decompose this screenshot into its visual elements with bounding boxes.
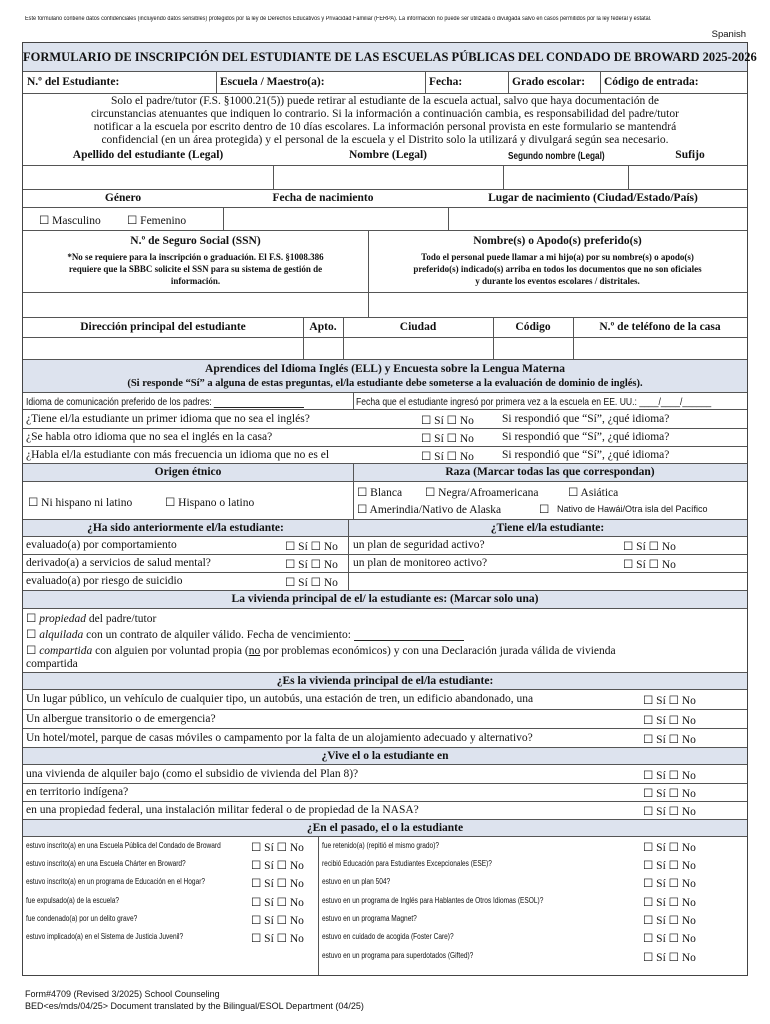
ssn-preferred-header: N.º de Seguro Social (SSN) *No se requiere para la inscripción o graduación. El F.S. §1008.386 requiere que la SBBC solicite el SSN para su sistema de gestión de información. Nombre(s) o Apodo(s) preferido(s) Todo el personal puede llamar a mi hijo(a) por su nombre(s) o apodo(s) preferido(s) indicado(s) arriba en todos los documentos que no son oficiales y durante los eventos escolares / distritales.	[23, 230, 747, 292]
race-black-checkbox[interactable]: ☐ Negra/Afroamericana	[425, 487, 539, 499]
past-magnet-yes-no[interactable]: ☐ Sí ☐ No	[643, 915, 696, 927]
race-hawaiian-label: Nativo de Hawái/Otra isla del Pacífico	[557, 504, 708, 514]
housing-rented-option[interactable]: ☐ alquilada con un contrato de alquiler válido. Fecha de vencimiento:	[26, 627, 464, 641]
dob-label: Fecha de nacimiento	[272, 192, 374, 204]
student-number-field[interactable]: N.º del Estudiante:	[27, 76, 120, 88]
lives-in-row: una vivienda de alquiler bajo (como el subsidio de vivienda del Plan 8)? ☐ Sí ☐ No	[23, 764, 747, 783]
school-teacher-field[interactable]: Escuela / Maestro(a):	[220, 76, 325, 88]
current-housing-row: Un albergue transitorio o de emergencia? ☐ Sí ☐ No	[23, 709, 747, 728]
ssn-preferred-input-row	[23, 292, 747, 317]
housing-shared-option[interactable]: ☐ compartida con alguien por voluntad propia (no por problemas económicos) y con una Declaración jurada válida de vivienda	[26, 645, 616, 657]
lives-in-row: en territorio indígena? ☐ Sí ☐ No	[23, 783, 747, 801]
male-checkbox[interactable]: ☐ Masculino	[39, 215, 101, 227]
lives-in-row: en una propiedad federal, una instalación militar federal o de propiedad de la NASA? ☐ Sí ☐ No	[23, 801, 747, 819]
lives-in-title: ¿Vive el o la estudiante en	[321, 750, 449, 762]
phone-input[interactable]	[574, 338, 747, 359]
current-housing-title: ¿Es la vivienda principal de el/la estudiante:	[276, 675, 494, 687]
suffix-input[interactable]	[629, 166, 747, 189]
preferred-name-label: Nombre(s) o Apodo(s) preferido(s)	[473, 235, 642, 247]
address-input[interactable]	[23, 338, 303, 359]
housing-owned-option[interactable]: ☐ propiedad del padre/tutor	[26, 613, 157, 625]
lives-in-header	[23, 747, 747, 764]
middle-name-label: Segundo nombre (Legal)	[508, 151, 605, 162]
name-header-row	[23, 148, 747, 165]
apt-label: Apto.	[309, 321, 337, 333]
housing-title: La vivienda principal de el/ la estudiante es: (Marcar solo una)	[231, 593, 539, 605]
past-juvenile-justice-yes-no[interactable]: ☐ Sí ☐ No	[251, 933, 304, 945]
monitoring-plan-yes-no[interactable]: ☐ Sí ☐ No	[623, 559, 676, 571]
ell-q2-yes-no[interactable]: ☐ Sí ☐ No	[421, 433, 474, 445]
ethnicity-label: Origen étnico	[154, 466, 222, 478]
demographics-input-row	[23, 207, 747, 230]
grade-field[interactable]: Grado escolar:	[512, 76, 586, 88]
hispanic-checkbox[interactable]: ☐ Hispano o latino	[165, 497, 255, 509]
dob-input[interactable]	[224, 208, 448, 230]
ell-subtitle: (Si responde “Sí” a alguna de estas preguntas, el/la estudiante debe someterse a la evaluación de dominio de inglés).	[127, 378, 643, 389]
first-name-input[interactable]	[274, 166, 503, 189]
non-hispanic-checkbox[interactable]: ☐ Ni hispano ni latino	[28, 497, 133, 509]
current-housing-row: Un hotel/motel, parque de casas móviles o campamento por la falta de un alojamiento adecuado y alternativo? ☐ Sí ☐ No	[23, 728, 747, 747]
us-entry-date-field[interactable]: Fecha que el estudiante ingresó por primera vez a la escuela en EE. UU.: ____/____/______	[356, 396, 712, 408]
safety-plan-yes-no[interactable]: ☐ Sí ☐ No	[623, 541, 676, 553]
race-asian-checkbox[interactable]: ☐ Asiática	[568, 487, 619, 499]
zip-label: Código	[515, 321, 551, 333]
birthplace-label: Lugar de nacimiento (Ciudad/Estado/País)	[488, 192, 698, 204]
past-esol-yes-no[interactable]: ☐ Sí ☐ No	[643, 897, 696, 909]
form-number: Form#4709 (Revised 3/2025) School Counseling	[25, 989, 220, 999]
ell-question-row: ¿Tiene el/la estudiante un primer idioma que no sea el inglés? ☐ Sí ☐ No Si respondió que “Sí”, ¿qué idioma?	[23, 409, 747, 428]
safety-title: ¿Tiene el/la estudiante:	[490, 522, 605, 534]
evaluation-row: evaluado(a) por riesgo de suicidio ☐ Sí ☐ No	[23, 572, 747, 590]
past-504-yes-no[interactable]: ☐ Sí ☐ No	[643, 878, 696, 890]
mental-health-yes-no[interactable]: ☐ Sí ☐ No	[285, 559, 338, 571]
female-checkbox[interactable]: ☐ Femenino	[127, 215, 187, 227]
past-ese-yes-no[interactable]: ☐ Sí ☐ No	[643, 860, 696, 872]
housing-options: ☐ propiedad del padre/tutor ☐ alquilada con un contrato de alquiler válido. Fecha de vencimiento: ☐ compartida con alguien por voluntad propia (no por problemas económicos) y con una Declaración jurada válida de vivienda compartida	[23, 608, 747, 672]
evaluated-title: ¿Ha sido anteriormente el/la estudiante:	[87, 522, 284, 534]
gender-label: Género	[104, 192, 142, 204]
ethnicity-race-options	[23, 481, 747, 519]
city-input[interactable]	[344, 338, 493, 359]
language-label: Spanish	[711, 29, 746, 40]
birthplace-input[interactable]	[449, 208, 747, 230]
ell-q1-yes-no[interactable]: ☐ Sí ☐ No	[421, 415, 474, 427]
entry-code-field[interactable]: Código de entrada:	[604, 76, 699, 88]
demographics-header-row	[23, 189, 747, 207]
phone-label: N.º de teléfono de la casa	[599, 321, 721, 333]
ssn-input[interactable]	[23, 293, 368, 317]
form-title: FORMULARIO DE INSCRIPCIÓN DEL ESTUDIANTE DE LAS ESCUELAS PÚBLICAS DEL CONDADO DE BROWARD 2025-2026	[23, 50, 757, 64]
ssn-label: N.º de Seguro Social (SSN)	[130, 235, 261, 247]
apt-input[interactable]	[304, 338, 343, 359]
suffix-label: Sufijo	[675, 149, 705, 161]
ell-q3-yes-no[interactable]: ☐ Sí ☐ No	[421, 451, 474, 463]
race-hawaiian-checkbox[interactable]: ☐	[539, 504, 550, 516]
ell-header	[23, 359, 747, 392]
past-retained-yes-no[interactable]: ☐ Sí ☐ No	[643, 842, 696, 854]
evaluation-row: derivado(a) a servicios de salud mental? ☐ Sí ☐ No un plan de monitoreo activo? ☐ Sí ☐ No	[23, 554, 747, 572]
past-expelled-yes-no[interactable]: ☐ Sí ☐ No	[251, 897, 304, 909]
ell-language-row	[23, 392, 747, 409]
first-name-label: Nombre (Legal)	[348, 149, 428, 161]
current-housing-row: Un lugar público, un vehículo de cualquier tipo, un autobús, una estación de tren, un edificio abandonado, una ☐ Sí ☐ No	[23, 689, 747, 709]
last-name-label: Apellido del estudiante (Legal)	[72, 149, 224, 161]
ell-question-row: ¿Habla el/la estudiante con más frecuencia un idioma que no es el ☐ Sí ☐ No Si respondió que “Sí”, ¿qué idioma?	[23, 446, 747, 463]
withdrawal-notice: Solo el padre/tutor (F.S. §1000.21(5)) puede retirar al estudiante de la escuela actual, salvo que haya documentación de circunstancias atenuantes que indiquen lo contrario. Si la información a continuación cambia, es responsabilidad del padre/tutor notificar a la escuela por escrito dentro de 10 días escolares. La información personal provista en este formulario se mantendrá confidencial (en un área protegida) y el personal de la escuela y el Distrito solo la utilizará y divulgará según sea necesario.	[23, 93, 747, 148]
evaluation-header	[23, 519, 747, 536]
past-header	[23, 819, 747, 836]
address-label: Dirección principal del estudiante	[80, 321, 246, 333]
public-place-yes-no[interactable]: ☐ Sí ☐ No	[643, 695, 696, 707]
header-fields-row	[23, 71, 747, 93]
hotel-motel-yes-no[interactable]: ☐ Sí ☐ No	[643, 734, 696, 746]
translation-note: BED<es/mds/04/25> Document translated by the Bilingual/ESOL Department (04/25)	[25, 1001, 364, 1011]
preferred-name-input[interactable]	[369, 293, 747, 317]
address-header-row	[23, 317, 747, 337]
evaluation-row: evaluado(a) por comportamiento ☐ Sí ☐ No un plan de seguridad activo? ☐ Sí ☐ No	[23, 536, 747, 554]
form-title-row	[23, 43, 757, 71]
parent-language-field[interactable]: Idioma de comunicación preferido de los padres:	[26, 396, 304, 408]
ethnicity-race-header	[23, 463, 747, 481]
name-input-row	[23, 165, 747, 189]
past-history-block: estuvo inscrito(a) en una Escuela Pública del Condado de Broward ☐ Sí ☐ No estuvo inscrito(a) en una Escuela Chárter en Broward? ☐ Sí ☐ No estuvo inscrito(a) en un programa de Educación en el Hogar? ☐ Sí ☐ No fue expulsado(a) de la escuela? ☐ Sí ☐ No fue condenado(a) por un delito grave? ☐ Sí ☐ No estuvo implicado(a) en el Sistema de Justicia Juvenil? ☐ Sí ☐ No fue retenido(a) (repitió el mismo grado)? ☐ Sí ☐ No recibió Educación para Estudiantes Excepcionales (ESE)? ☐ Sí ☐ No estuvo en un plan 504? ☐ Sí ☐ No estuvo en un programa de Inglés para Hablantes de Otros Idiomas (ESOL)? ☐ Sí ☐ No estuvo en un programa Magnet? ☐ Sí ☐ No estuvo en cuidado de acogida (Foster Care)? ☐ Sí ☐ No estuvo en un programa para superdotados (Gifted)? ☐ Sí ☐ No	[23, 836, 747, 975]
past-charter-yes-no[interactable]: ☐ Sí ☐ No	[251, 860, 304, 872]
middle-name-input[interactable]	[504, 166, 628, 189]
past-homeschool-yes-no[interactable]: ☐ Sí ☐ No	[251, 878, 304, 890]
last-name-input[interactable]	[23, 166, 273, 189]
past-gifted-yes-no[interactable]: ☐ Sí ☐ No	[643, 952, 696, 964]
address-input-row	[23, 337, 747, 359]
zip-input[interactable]	[494, 338, 573, 359]
past-bcps-yes-no[interactable]: ☐ Sí ☐ No	[251, 842, 304, 854]
federal-property-yes-no[interactable]: ☐ Sí ☐ No	[643, 806, 696, 818]
suicide-risk-yes-no[interactable]: ☐ Sí ☐ No	[285, 577, 338, 589]
date-field[interactable]: Fecha:	[429, 76, 463, 88]
registration-form	[22, 42, 757, 976]
current-housing-header	[23, 672, 747, 689]
ell-question-row: ¿Se habla otro idioma que no sea el inglés en la casa? ☐ Sí ☐ No Si respondió que “Sí”, ¿qué idioma?	[23, 428, 747, 446]
behavior-eval-yes-no[interactable]: ☐ Sí ☐ No	[285, 541, 338, 553]
confidentiality-notice: Este formulario contiene datos confidenciales (incluyendo datos sensibles) protegidos por la ley de Derechos Educativos y Privacidad Familiar (FERPA). La información no puede ser utilizada o divulgada salvo en casos permitidos por la ley federal y estatal.	[25, 16, 652, 22]
ell-title: Aprendices del Idioma Inglés (ELL) y Encuesta sobre la Lengua Materna	[205, 363, 565, 375]
past-title: ¿En el pasado, el o la estudiante	[306, 822, 464, 834]
past-felony-yes-no[interactable]: ☐ Sí ☐ No	[251, 915, 304, 927]
indigenous-land-yes-no[interactable]: ☐ Sí ☐ No	[643, 788, 696, 800]
past-foster-care-yes-no[interactable]: ☐ Sí ☐ No	[643, 933, 696, 945]
low-rent-yes-no[interactable]: ☐ Sí ☐ No	[643, 770, 696, 782]
race-native-checkbox[interactable]: ☐ Amerindia/Nativo de Alaska	[357, 504, 502, 516]
shelter-yes-no[interactable]: ☐ Sí ☐ No	[643, 715, 696, 727]
race-white-checkbox[interactable]: ☐ Blanca	[357, 487, 403, 499]
city-label: Ciudad	[399, 321, 437, 333]
race-label: Raza (Marcar todas las que correspondan)	[445, 466, 655, 478]
housing-header	[23, 590, 747, 608]
